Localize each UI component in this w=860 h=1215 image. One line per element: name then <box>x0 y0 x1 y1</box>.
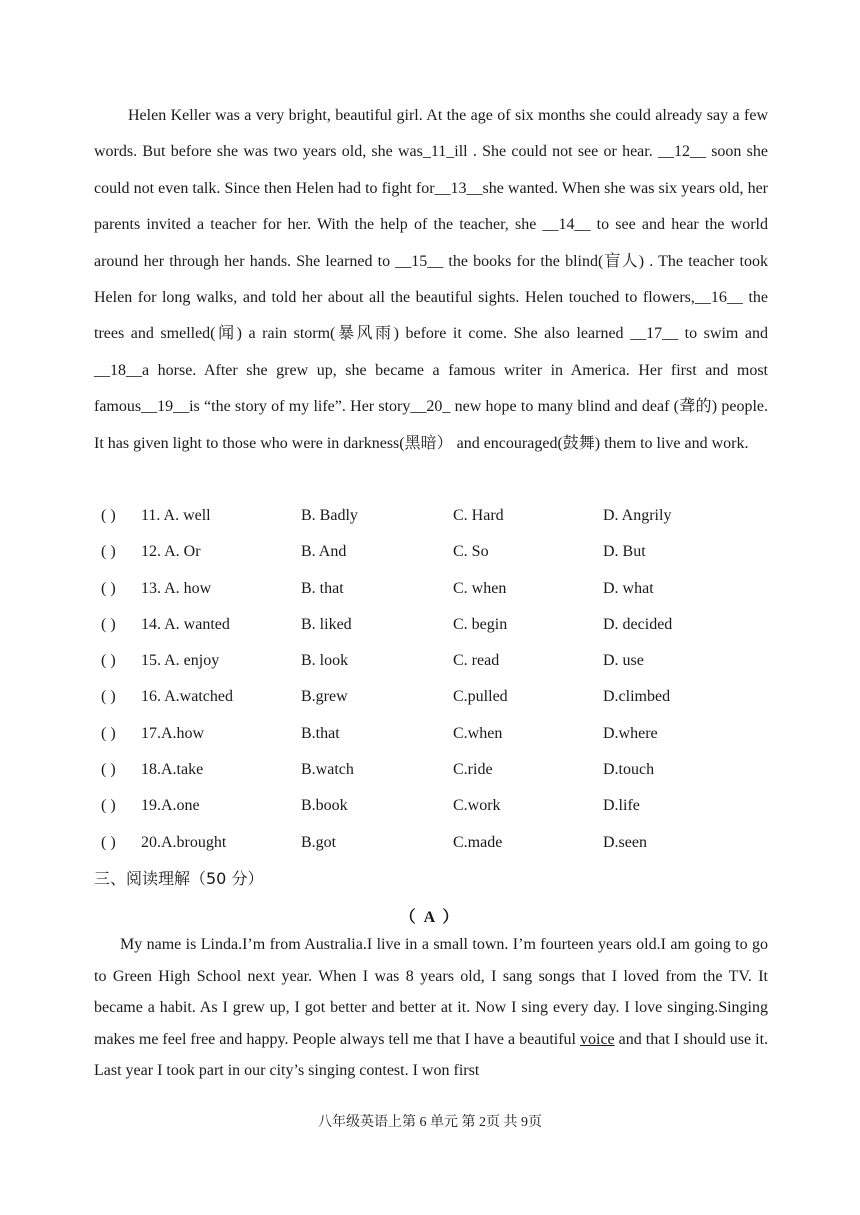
cloze-passage <box>94 98 768 462</box>
option-b: B.grew <box>301 688 348 706</box>
question-row <box>101 752 781 788</box>
option-b: B. look <box>301 652 349 670</box>
reading-text-after: and that I should use it. Last year I took part in our city’s singing contest. I won first <box>94 1030 769 1079</box>
option-c: C.pulled <box>453 688 508 706</box>
cloze-passage-text: Helen Keller was a very bright, beautiful girl. At the age of six months she could already say a few words. But before she was two years old, she was_11_ill . She could not see or hear. __12__ soon she could not even talk. Since then Helen had to fight for__13__she wanted. When she was six years old, her parents invited a teacher for her. With the help of the teacher, she __14__ to see and hear the world around her through her hands. She learned to __15__ the books for the blind(盲人) . The teacher took Helen for long walks, and told her about all the beautiful sights. Helen touched to flowers,__16__ the trees and smelled(闻) a rain storm(暴风雨) before it come. She also learned __17__ to swim and __18__a horse. After she grew up, she became a famous writer in America. Her first and most famous__19__is “the story of my life”. Her story__20_ new hope to many blind and deaf (聋的) people. It has given light to those who were in darkness(黑暗） and encouraged(鼓舞) them to live and work. <box>94 107 768 452</box>
option-d: D.life <box>603 797 640 815</box>
option-d: D. But <box>603 543 646 561</box>
question-row <box>101 679 781 715</box>
option-d: D.seen <box>603 833 647 851</box>
option-d: D. use <box>603 652 644 670</box>
option-d: D. Angrily <box>603 507 672 524</box>
cloze-options <box>101 498 781 861</box>
reading-paragraph <box>94 929 768 1087</box>
option-a: 12. A. Or <box>141 543 201 561</box>
answer-blank: ( ) <box>101 797 116 815</box>
question-row <box>101 825 781 861</box>
answer-blank: ( ) <box>101 652 116 670</box>
question-row <box>101 788 781 824</box>
reading-passage <box>94 929 768 1087</box>
underlined-word: voice <box>580 1030 615 1048</box>
answer-blank: ( ) <box>101 579 116 597</box>
answer-blank: ( ) <box>101 761 116 779</box>
option-b: B.got <box>301 833 337 851</box>
option-d: D.climbed <box>603 688 671 706</box>
option-d: D. what <box>603 579 654 597</box>
answer-blank: ( ) <box>101 543 116 561</box>
option-d: D.touch <box>603 761 655 779</box>
option-c: C. read <box>453 652 500 670</box>
option-c: C.made <box>453 833 503 851</box>
answer-blank: ( ) <box>101 507 116 524</box>
question-row <box>101 571 781 607</box>
question-row <box>101 716 781 752</box>
option-b: B.book <box>301 797 348 815</box>
option-a: 19.A.one <box>141 797 200 815</box>
option-a: 11. A. well <box>141 507 211 524</box>
option-c: C. begin <box>453 615 508 633</box>
option-b: B. Badly <box>301 507 358 524</box>
option-c: C.ride <box>453 761 493 779</box>
answer-blank: ( ) <box>101 688 116 706</box>
option-b: B. that <box>301 579 344 597</box>
option-b: B.that <box>301 724 340 742</box>
reading-text-before: My name is Linda.I’m from Australia.I live in a small town. I’m fourteen years old.I am going to go to Green High School next year. When I was 8 years old, I sang songs that I loved from the TV. It became a habit. As I grew up, I got better and better at it. Now I sing every day. I love singing.Singing makes me feel free and happy. People always tell me that I have a beautiful <box>94 936 768 1048</box>
question-row <box>101 607 781 643</box>
option-b: B.watch <box>301 761 354 779</box>
answer-blank: ( ) <box>101 615 116 633</box>
option-a: 17.A.how <box>141 724 205 742</box>
option-c: C.when <box>453 724 503 742</box>
option-c: C.work <box>453 797 501 815</box>
option-c: C. So <box>453 543 489 561</box>
page-footer: 八年级英语上第 6 单元 第 2页 共 9页 <box>318 1115 542 1130</box>
question-row <box>101 498 781 534</box>
option-a: 16. A.watched <box>141 688 233 706</box>
question-row <box>101 534 781 570</box>
section-title: 三、阅读理解（50 分） <box>94 869 264 888</box>
option-a: 20.A.brought <box>141 833 227 851</box>
option-b: B. liked <box>301 615 352 633</box>
option-d: D. decided <box>603 615 673 633</box>
option-a: 14. A. wanted <box>141 615 230 633</box>
option-b: B. And <box>301 543 347 561</box>
option-a: 13. A. how <box>141 579 212 597</box>
passage-label: （ A ） <box>399 909 461 926</box>
answer-blank: ( ) <box>101 833 116 851</box>
question-row <box>101 643 781 679</box>
option-c: C. Hard <box>453 507 504 524</box>
option-d: D.where <box>603 724 658 742</box>
option-a: 15. A. enjoy <box>141 652 220 670</box>
answer-blank: ( ) <box>101 724 116 742</box>
option-a: 18.A.take <box>141 761 204 779</box>
option-c: C. when <box>453 579 507 597</box>
